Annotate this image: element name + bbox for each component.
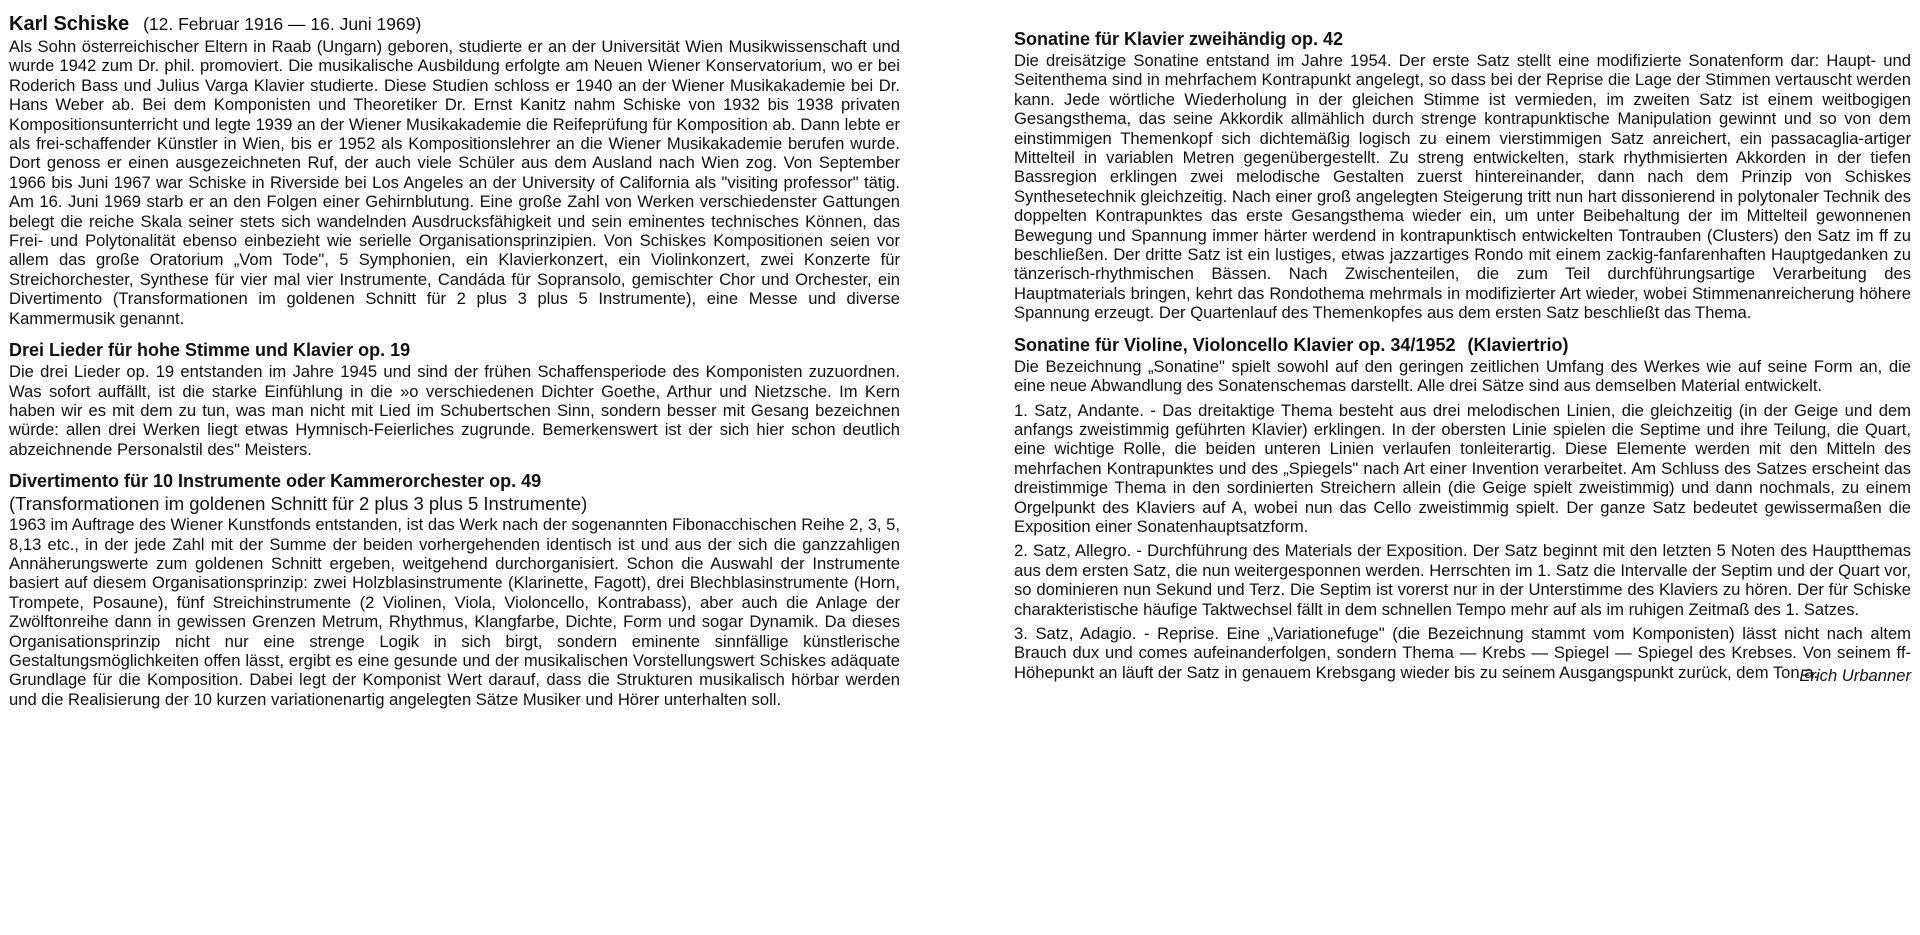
sonatine-trio-title-extra: (Klaviertrio) [1467, 334, 1569, 355]
sonatine-trio-satz-3: 3. Satz, Adagio. - Reprise. Eine „Variationefuge" (die Bezeichnung stammt vom Komponisten) lässt nicht nach altem Brauch dux und comes aufeinanderfolgen, sondern Thema — Krebs — Spiegel — Spiegel des Krebses. Von seinem ff-Höhepunkt an läuft der Satz in genauem Krebsgang wieder bis zu seinem Ausgangspunkt zurück, dem Ton a. [1014, 623, 1911, 682]
sonatine-klavier-section [1014, 28, 1911, 323]
left-column [9, 12, 900, 935]
divertimento-heading: Divertimento für 10 Instrumente oder Kammerorchester op. 49 [9, 471, 542, 492]
biography-heading [9, 12, 900, 36]
sonatine-klavier-heading: Sonatine für Klavier zweihändig op. 42 [1014, 29, 1344, 49]
sonatine-trio-intro: Die Bezeichnung „Sonatine" spielt sowohl auf den geringen zeitlichen Umfang des Werkes wie auf seine Form an, die eine neue Abwandlung des Sonatenschemas darstellt. Alle drei Sätze sind aus demselben Material entwickelt. [1014, 356, 1911, 396]
biography-section [9, 12, 900, 328]
lieder-heading: Drei Lieder für hohe Stimme und Klavier op. 19 [9, 340, 411, 361]
divertimento-section [9, 470, 900, 709]
composer-name: Karl Schiske [9, 13, 130, 35]
sonatine-trio-heading [1014, 334, 1911, 356]
composer-dates: (12. Februar 1916 — 16. Juni 1969) [143, 14, 422, 34]
right-column [1014, 12, 1911, 935]
sonatine-trio-satz-1: 1. Satz, Andante. - Das dreitaktige Thema besteht aus drei melodischen Linien, die gleichzeitig (in der Geige und dem anfangs zweistimmig geführten Klavier) erklingen. In der obersten Linie spielen die Septime und ihre Teilung, die Quart, eine wichtige Rolle, die beiden unteren Linien verlaufen tonleiterartig. Diese Elemente werden mit den Mitteln des mehrfachen Kontrapunktes und des „Spiegels" nach Art einer Invention verarbeitet. Am Schluss des Satzes erscheint das dreistimmige Thema in den sordinierten Streichern allein (die Geige spielt zweistimmig) und dann nochmals, zu einem Orgelpunkt des Klaviers auf A, wobei nun das Cello zweistimmig spielt. Der ganze Satz bedeutet gewissermaßen die Exposition einer Sonatenhauptsatzform. [1014, 400, 1911, 536]
sonatine-trio-title: Sonatine für Violine, Violoncello Klavier op. 34/1952 [1014, 334, 1456, 355]
sonatine-trio-section [1014, 334, 1911, 686]
biography-text: Als Sohn österreichischer Eltern in Raab (Ungarn) geboren, studierte er an der Universität Wien Musikwissenschaft und wurde 1942 zum Dr. phil. promoviert. Die musikalische Ausbildung erfolgte am Neuen Wiener Konservatorium, wo er bei Roderich Bass und Julius Varga Klavier studierte. Diese Studien schloss er 1940 an der Wiener Musikakademie bei Dr. Hans Weber ab. Bei dem Komponisten und Theoretiker Dr. Ernst Kanitz nahm Schiske von 1932 bis 1938 privaten Kompositionsunterricht und legte 1939 an der Wiener Musikakademie die Reifeprüfung für Komposition ab. Dann lebte er als frei-schaffender Künstler in Wien, bis er 1952 als Kompositionslehrer an die Wiener Musikakademie berufen wurde. Dort genoss er einen ausgezeichneten Ruf, der auch viele Schüler aus dem Ausland nach Wien zog. Von September 1966 bis Juni 1967 war Schiske in Riverside bei Los Angeles an der University of California als "visiting professor" tätig. Am 16. Juni 1969 starb er an den Folgen einer Gehirnblutung. Eine große Zahl von Werken verschiedenster Gattungen belegt die reiche Skala seiner stets sich wandelnden Ausdrucksfähigkeit und sein eminentes technisches Können, das Frei- und Polytonalität ebenso einbezieht wie serielle Organisationsprinzipien. Von Schiskes Kompositionen seien vor allem das große Oratorium „Vom Tode", 5 Symphonien, ein Klavierkonzert, ein Violinkonzert, zwei Konzerte für Streichorchester, Synthese für vier mal vier Instrumente, Candáda für Sopransolo, gemischter Chor und Orchester, ein Divertimento (Transformationen im goldenen Schnitt für 2 plus 3 plus 5 Instrumente), eine Messe und diverse Kammermusik genannt. [9, 37, 900, 328]
sonatine-klavier-text: Die dreisätzige Sonatine entstand im Jahre 1954. Der erste Satz stellt eine modifizierte Sonatenform dar: Haupt- und Seitenthema sind in mehrfachem Kontrapunkt angelegt, so dass bei der Reprise die Lage der Stimmen vertauscht werden kann. Jede wörtliche Wiederholung in der gleichen Stimme ist vermieden, im zweiten Satz ist einem weitbogigen Gesangsthema, das seine Akkordik allmählich durch strenge kontrapunktische Manipulation gewinnt und so von dem einstimmigen Themenkopf sich dichtemäßig logisch zu einem vierstimmigen Satz anreichert, ein passacaglia-artiger Mittelteil in variablen Metren gegenübergestellt. Zu streng entwickelten, stark rhythmisierten Akkorden in der tiefen Bassregion erklingen zwei melodische Gestalten zuerst hintereinander, dann nach dem Prinzip von Schiskes Synthesetechnik gleichzeitig. Nach einer groß angelegten Steigerung tritt nun hart dissonierend in polytonaler Technik des doppelten Kontrapunktes das erste Gesangsthema wieder ein, um unter Beibehaltung der im Mittelteil gewonnenen Bewegung und Spannung immer härter werdend in kontrapunktisch entwickelten Tontrauben (Clusters) den Satz im ff zu beschließen. Der dritte Satz ist ein lustiges, etwas jazzartiges Rondo mit einem zackig-fanfarenhaften Hauptgedanken zu tänzerisch-rhythmischen Bässen. Nach Zwischenteilen, die zum Teil durchführungsartige Verarbeitung des Hauptmaterials bringen, kehrt das Rondothema mehrmals in modifizierter Art wieder, wobei Stimmenanreicherung höhere Spannung erzeugt. Der Quartenlauf des Themenkopfes aus dem ersten Satz beschließt das Thema. [1014, 51, 1911, 323]
lieder-text: Die drei Lieder op. 19 entstanden im Jahre 1945 und sind der frühen Schaffensperiode des Komponisten zuzuordnen. Was sofort auffällt, ist die starke Einfühlung in die »o verschiedenen Dichter Goethe, Arthur und Nietzsche. Im Kern haben wir es mit dem zu tun, was man nicht mit Lied im Schubertschen Sinn, sondern besser mit Gesang bezeichnen würde: allen drei Werken liegt etwas Hymnisch-Feierliches zugrunde. Bemerkenswert ist der sich hier schon deutlich abzeichnende Personalstil des" Meisters. [9, 362, 900, 459]
lieder-section [9, 339, 900, 459]
author-signature: Erich Urbanner [1799, 666, 1911, 686]
divertimento-text: 1963 im Auftrage des Wiener Kunstfonds entstanden, ist das Werk nach der sogenannten Fibonacchischen Reihe 2, 3, 5, 8,13 etc., in der jede Zahl mit der Summe der beiden vorhergehenden identisch ist und aus der sich die ganzzahligen Annäherungswerte zum goldenen Schnitt ergeben, weitgehend durchorganisiert. Schon die Auswahl der Instrumente basiert auf diesem Organisationsprinzip: zwei Holzblasinstrumente (Klarinette, Fagott), drei Blechblasinstrumente (Horn, Trompete, Posaune), fünf Streichinstrumente (2 Violinen, Viola, Violoncello, Kontrabass), aber auch die Anlage der Zwölftonreihe dann in gewissen Grenzen Metrum, Rhythmus, Klangfarbe, Dichte, Form und sogar Dynamik. Da dieses Organisationsprinzip nicht nur eine strenge Logik in sich birgt, sondern eminente sinnfällige künstlerische Gestaltungsmöglichkeiten offen lässt, ergibt es eine gesunde und der musikalischen Vorstellungswert Schiskes adäquate Grundlage für die Komposition. Dabei legt der Komponist Wert darauf, dass die Strukturen musikalisch hörbar werden und die Realisierung der 10 kurzen variationenartig angelegten Sätze Musiker und Hörer unterhalten soll. [9, 515, 900, 709]
sonatine-trio-satz-2: 2. Satz, Allegro. - Durchführung des Materials der Exposition. Der Satz beginnt mit den letzten 5 Noten des Hauptthemas aus dem ersten Satz, die nun weitergesponnen werden. Herrschten im 1. Satz die Intervalle der Septim und der Quart vor, so dominieren nun Sekund und Terz. Die Septim ist vorerst nur in der Unterstimme des Klaviers zu hören. Der für Schiske charakteristische häufige Taktwechsel fällt in dem schnellen Tempo mehr auf als im ruhigen Zeitmaß des 1. Satzes. [1014, 541, 1911, 619]
divertimento-subtitle: (Transformationen im goldenen Schnitt für 2 plus 3 plus 5 Instrumente) [9, 493, 588, 515]
